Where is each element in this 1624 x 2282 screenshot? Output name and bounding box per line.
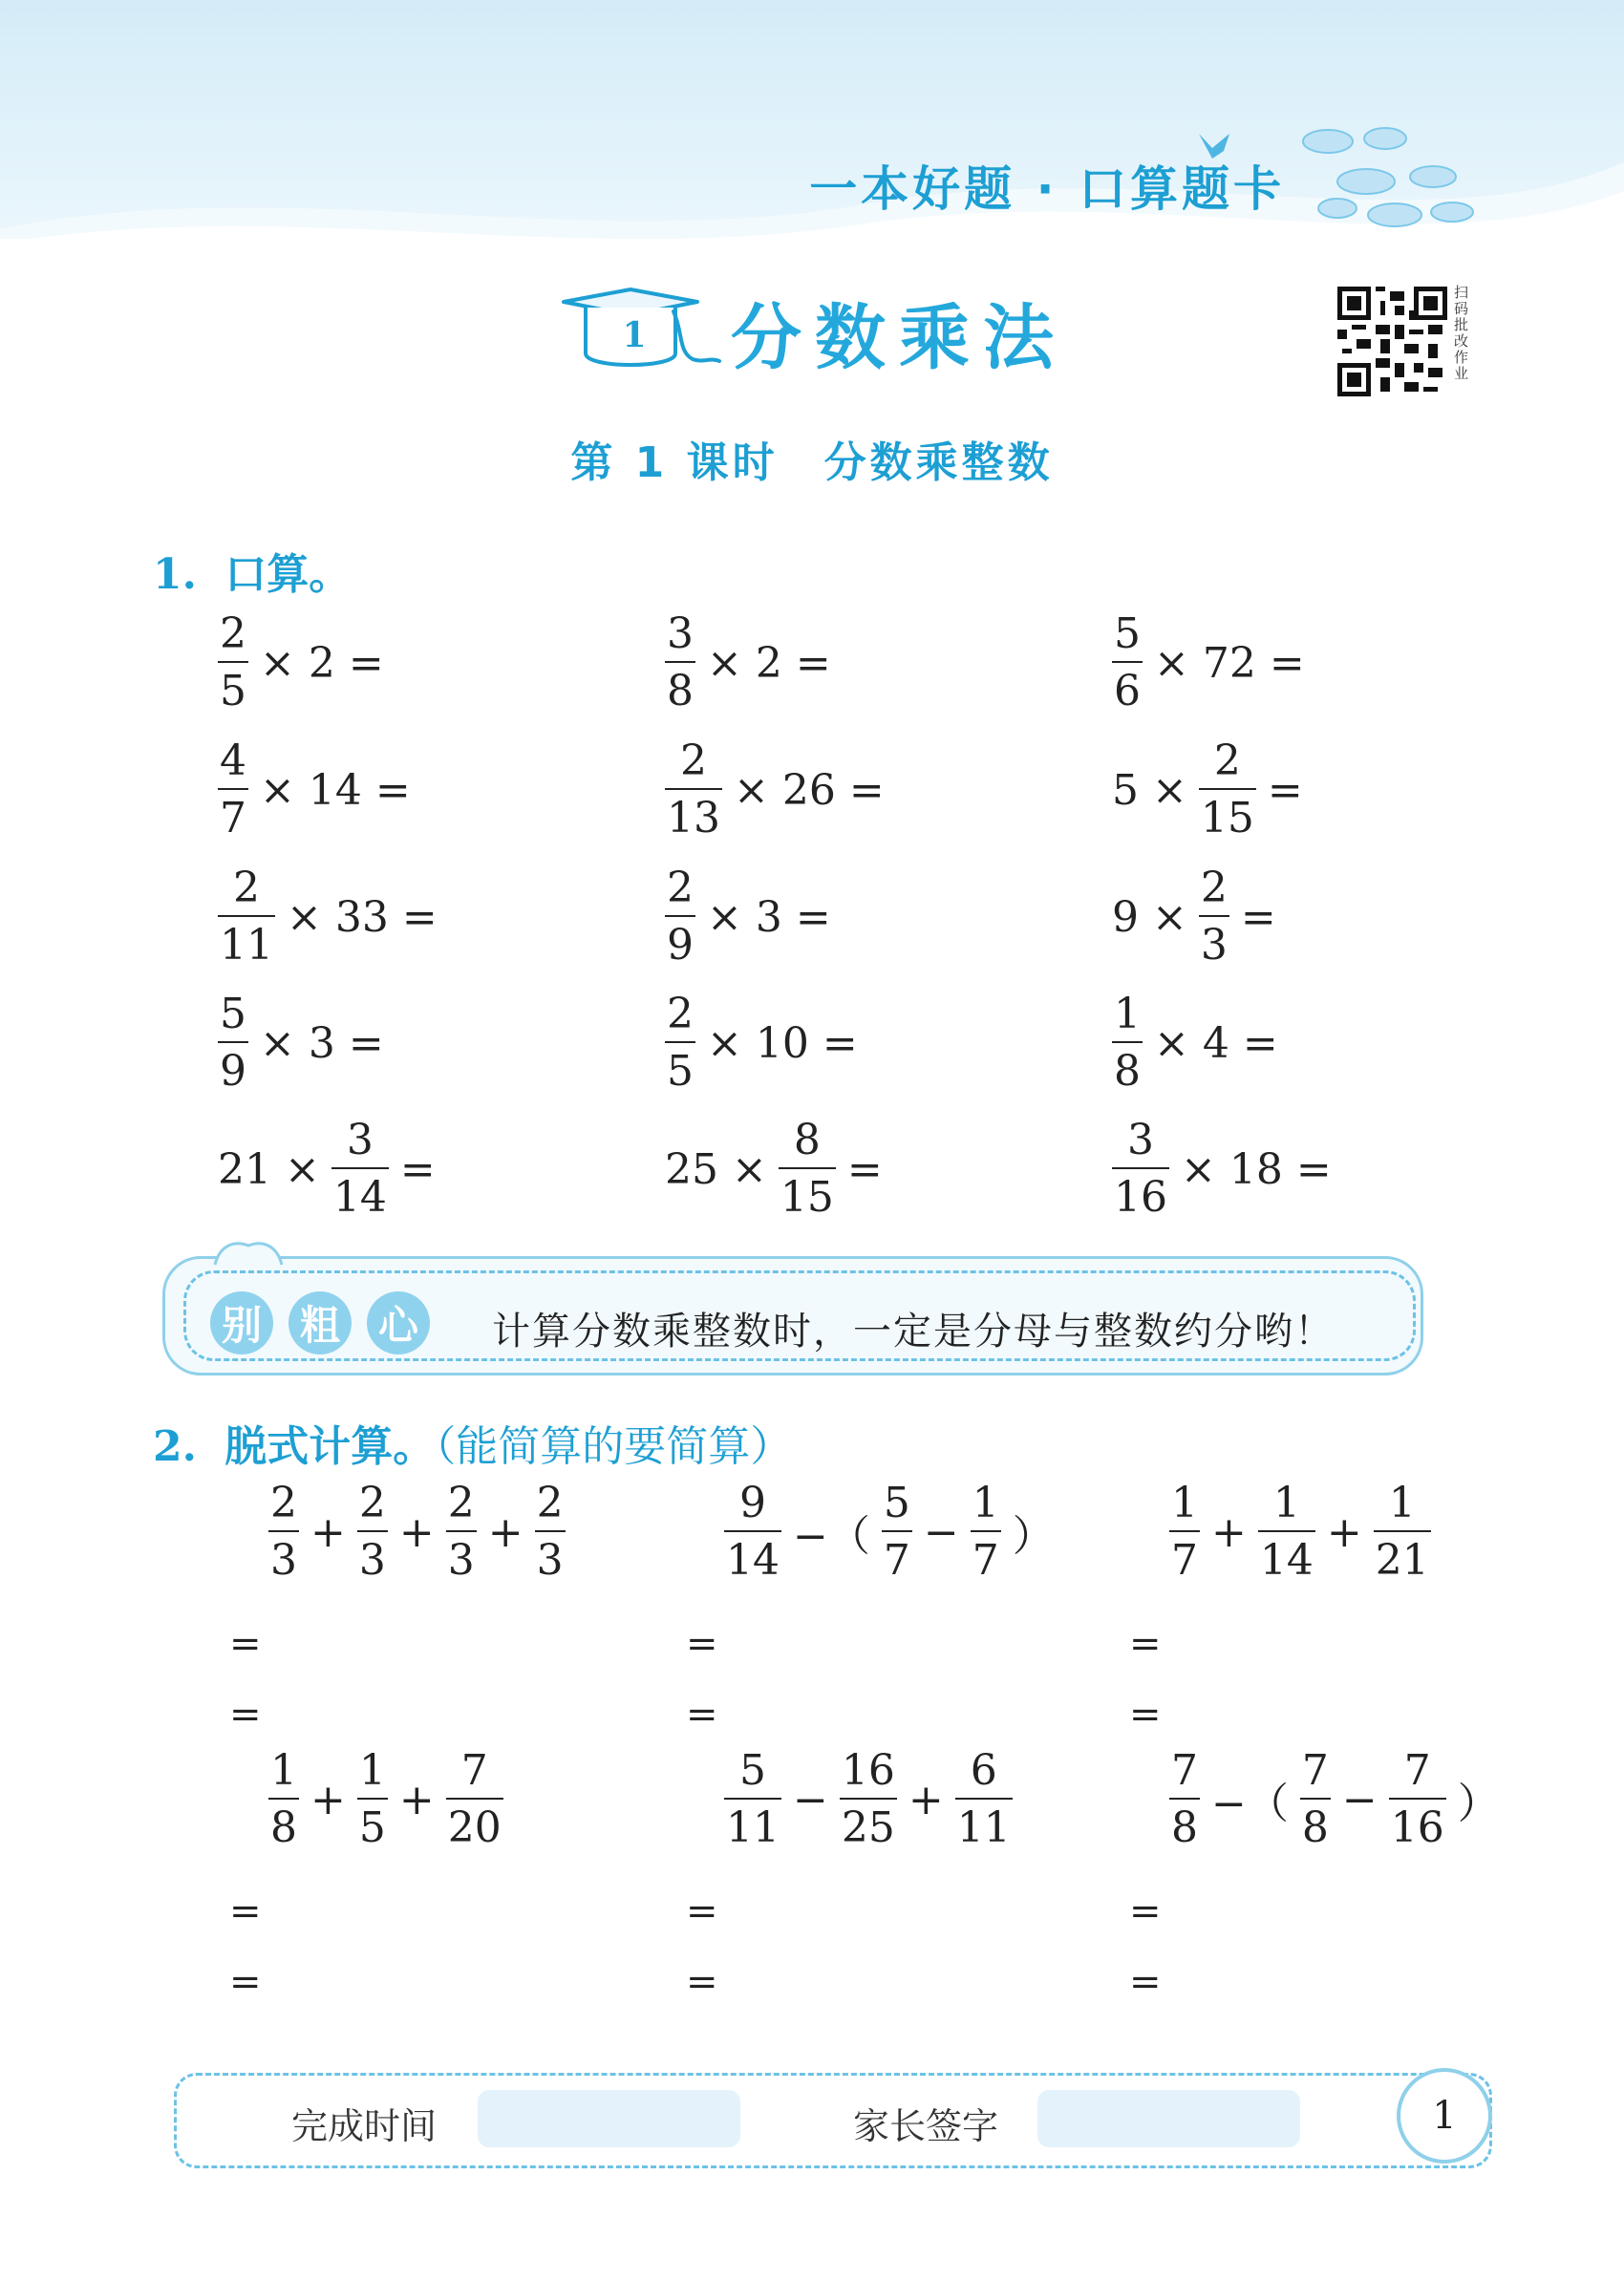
unit-number: 1 (622, 315, 647, 355)
numerator: 1 (1388, 1479, 1416, 1527)
answer-line[interactable]: = (686, 1960, 718, 2004)
oral-calc-problem (212, 990, 390, 1096)
denominator: 7 (218, 788, 248, 840)
fraction (1374, 1479, 1431, 1585)
numerator: 1 (1272, 1479, 1300, 1527)
fraction (535, 1479, 566, 1585)
fraction (665, 990, 695, 1096)
numerator: 1 (1114, 990, 1141, 1038)
fraction (446, 1746, 503, 1852)
page-number: 1 (1397, 2068, 1492, 2164)
operator: × 33 = (287, 892, 438, 942)
fraction (218, 990, 248, 1096)
operator: × 3 = (260, 1018, 384, 1068)
operator: = (399, 1144, 436, 1194)
operator: + (310, 1507, 346, 1557)
denominator: 5 (665, 1041, 695, 1093)
completion-time-field[interactable] (478, 2090, 740, 2147)
step-calc-problem (1164, 1479, 1437, 1585)
operator: × 10 = (707, 1018, 858, 1068)
oral-calc-problem (1106, 864, 1282, 970)
tip-badge-char: 心 (367, 1291, 430, 1354)
numerator: 7 (460, 1746, 488, 1795)
operator: + (310, 1775, 346, 1824)
fraction (1199, 736, 1256, 842)
operator: − (793, 1775, 828, 1824)
denominator: 21 (1374, 1530, 1431, 1582)
operator: = (846, 1144, 883, 1194)
numerator: 5 (220, 990, 246, 1038)
denominator: 5 (357, 1798, 388, 1849)
fraction (218, 864, 275, 970)
answer-line[interactable]: = (229, 1960, 262, 2004)
section2-subtitle: （能简算的要简算） (435, 1422, 793, 1471)
denominator: 7 (1169, 1530, 1200, 1582)
numerator: 7 (1171, 1746, 1198, 1795)
denominator: 15 (779, 1167, 836, 1219)
numerator: 2 (680, 736, 707, 785)
denominator: 11 (955, 1798, 1013, 1849)
numerator: 2 (667, 864, 694, 912)
numerator: 7 (1301, 1746, 1329, 1795)
fraction (1112, 990, 1143, 1096)
numerator: 2 (270, 1479, 297, 1527)
numerator: 2 (667, 990, 694, 1038)
fraction (724, 1746, 781, 1852)
oral-calc-problem (212, 864, 443, 970)
fraction (1169, 1746, 1200, 1852)
unit-title: 分数乘法 (731, 297, 1067, 379)
oral-calc-problem (659, 736, 890, 842)
brand-title: 一本好题 · 口算题卡 (809, 161, 1285, 217)
numerator: 2 (358, 1479, 386, 1527)
denominator: 9 (218, 1041, 248, 1093)
oral-calc-problem (659, 1116, 888, 1222)
denominator: 16 (1112, 1167, 1169, 1219)
denominator: 5 (218, 661, 248, 713)
answer-line[interactable]: = (1129, 1960, 1162, 2004)
qr-code-icon[interactable] (1337, 287, 1447, 396)
operator: 9 × (1112, 892, 1187, 942)
denominator: 20 (446, 1798, 503, 1849)
denominator: 9 (665, 915, 695, 967)
answer-line[interactable]: = (1129, 1693, 1162, 1737)
denominator: 6 (1112, 661, 1143, 713)
numerator: 8 (793, 1116, 821, 1164)
step-calc-problem (1164, 1746, 1506, 1852)
denominator: 8 (1300, 1798, 1331, 1849)
section1-number: 1. (153, 550, 197, 599)
operator: × 3 = (707, 892, 831, 942)
fraction (1112, 609, 1143, 715)
fraction (665, 736, 722, 842)
denominator: 14 (724, 1530, 781, 1582)
answer-line[interactable]: = (686, 1622, 718, 1666)
operator: + (487, 1507, 524, 1557)
operator: − (923, 1507, 959, 1557)
operator: = (1267, 765, 1303, 815)
operator: + (1326, 1507, 1362, 1557)
denominator: 16 (1389, 1798, 1446, 1849)
denominator: 11 (218, 915, 275, 967)
denominator: 25 (840, 1798, 897, 1849)
step-calc-problem (718, 1746, 1018, 1852)
denominator: 14 (331, 1167, 389, 1219)
fraction (955, 1746, 1013, 1852)
section2-title: 脱式计算。 (224, 1422, 436, 1471)
fraction (665, 864, 695, 970)
numerator: 2 (1213, 736, 1241, 785)
numerator: 2 (220, 609, 246, 658)
fraction (971, 1479, 1001, 1585)
operator: × 14 = (260, 765, 411, 815)
numerator: 5 (883, 1479, 910, 1527)
answer-line[interactable]: = (229, 1889, 262, 1933)
numerator: 4 (220, 736, 246, 785)
operator: × 26 = (734, 765, 885, 815)
numerator: 1 (270, 1746, 297, 1795)
numerator: 5 (739, 1746, 766, 1795)
fraction (357, 1479, 388, 1585)
operator: ） (1457, 1780, 1500, 1828)
completion-time-label: 完成时间 (291, 2105, 438, 2147)
oral-calc-problem (212, 609, 390, 715)
denominator: 3 (268, 1530, 299, 1582)
numerator: 3 (667, 609, 694, 658)
fraction (840, 1746, 897, 1852)
numerator: 2 (447, 1479, 475, 1527)
section2-heading (153, 1412, 792, 1473)
fraction (268, 1746, 299, 1852)
denominator: 3 (446, 1530, 477, 1582)
denominator: 14 (1258, 1530, 1315, 1582)
operator: × 18 = (1181, 1144, 1332, 1194)
lesson-title: 第 1 课时 分数乘整数 (570, 438, 1054, 487)
numerator: 7 (1403, 1746, 1431, 1795)
numerator: 2 (233, 864, 260, 912)
numerator: 6 (970, 1746, 997, 1795)
operator: + (398, 1507, 435, 1557)
numerator: 16 (841, 1746, 895, 1795)
answer-line[interactable]: = (229, 1693, 262, 1737)
answer-line[interactable]: = (229, 1622, 262, 1666)
section2-number: 2. (153, 1422, 197, 1471)
denominator: 3 (535, 1530, 566, 1582)
section1-title: 口算。 (224, 550, 352, 599)
numerator: 1 (1171, 1479, 1198, 1527)
numerator: 1 (972, 1479, 999, 1527)
oral-calc-problem (1106, 609, 1311, 715)
answer-line[interactable]: = (686, 1889, 718, 1933)
fraction (357, 1746, 388, 1852)
operator: × 2 = (260, 638, 384, 688)
denominator: 3 (1199, 915, 1229, 967)
denominator: 13 (665, 788, 722, 840)
fraction (218, 736, 248, 842)
fraction (1258, 1479, 1315, 1585)
oral-calc-problem (212, 1116, 441, 1222)
fraction (779, 1116, 836, 1222)
step-calc-problem (263, 1479, 571, 1585)
fraction (882, 1479, 912, 1585)
fraction (446, 1479, 477, 1585)
fraction (268, 1479, 299, 1585)
fraction (1300, 1746, 1331, 1852)
parent-signature-field[interactable] (1037, 2090, 1300, 2147)
step-calc-problem (263, 1746, 509, 1852)
numerator: 9 (739, 1479, 766, 1527)
operator: + (398, 1775, 435, 1824)
operator: + (908, 1775, 944, 1824)
operator: 21 × (218, 1144, 320, 1194)
section1-heading (153, 540, 351, 601)
denominator: 8 (1112, 1041, 1143, 1093)
tip-badge-char: 别 (210, 1291, 273, 1354)
operator: − (1341, 1775, 1378, 1824)
fraction (1169, 1479, 1200, 1585)
oral-calc-problem (659, 609, 837, 715)
numerator: 1 (358, 1746, 386, 1795)
answer-line[interactable]: = (686, 1693, 718, 1737)
numerator: 2 (1200, 864, 1228, 912)
operator: = (1240, 892, 1276, 942)
operator: 25 × (665, 1144, 767, 1194)
fraction (665, 609, 695, 715)
qr-label: 扫码批改作业 (1454, 284, 1469, 382)
fraction (331, 1116, 389, 1222)
denominator: 8 (665, 661, 695, 713)
operator: 5 × (1112, 765, 1187, 815)
tip-badge-char: 粗 (288, 1291, 352, 1354)
fraction (218, 609, 248, 715)
denominator: 7 (971, 1530, 1001, 1582)
fraction (724, 1479, 781, 1585)
oral-calc-problem (212, 736, 417, 842)
denominator: 11 (724, 1798, 781, 1849)
operator: −（ (793, 1512, 870, 1561)
answer-line[interactable]: = (1129, 1889, 1162, 1933)
step-calc-problem (718, 1479, 1060, 1585)
operator: −（ (1211, 1780, 1289, 1828)
denominator: 8 (268, 1798, 299, 1849)
oral-calc-problem (1106, 990, 1284, 1096)
denominator: 7 (882, 1530, 912, 1582)
parent-signature-label: 家长签字 (853, 2105, 999, 2147)
numerator: 3 (346, 1116, 374, 1164)
fraction (1112, 1116, 1169, 1222)
numerator: 5 (1114, 609, 1141, 658)
answer-line[interactable]: = (1129, 1622, 1162, 1666)
numerator: 3 (1127, 1116, 1154, 1164)
oral-calc-problem (659, 990, 864, 1096)
oral-calc-problem (1106, 1116, 1337, 1222)
fraction (1199, 864, 1229, 970)
numerator: 2 (536, 1479, 564, 1527)
denominator: 15 (1199, 788, 1256, 840)
denominator: 3 (357, 1530, 388, 1582)
operator: × 2 = (707, 638, 831, 688)
operator: + (1211, 1507, 1247, 1557)
operator: × 4 = (1154, 1018, 1278, 1068)
tip-text: 计算分数乘整数时，一定是分母与整数约分哟！ (492, 1310, 1335, 1354)
fraction (1389, 1746, 1446, 1852)
operator: × 72 = (1154, 638, 1305, 688)
cat-ears-icon (210, 1238, 287, 1267)
operator: ） (1012, 1512, 1055, 1561)
oral-calc-problem (1106, 736, 1309, 842)
oral-calc-problem (659, 864, 837, 970)
denominator: 8 (1169, 1798, 1200, 1849)
